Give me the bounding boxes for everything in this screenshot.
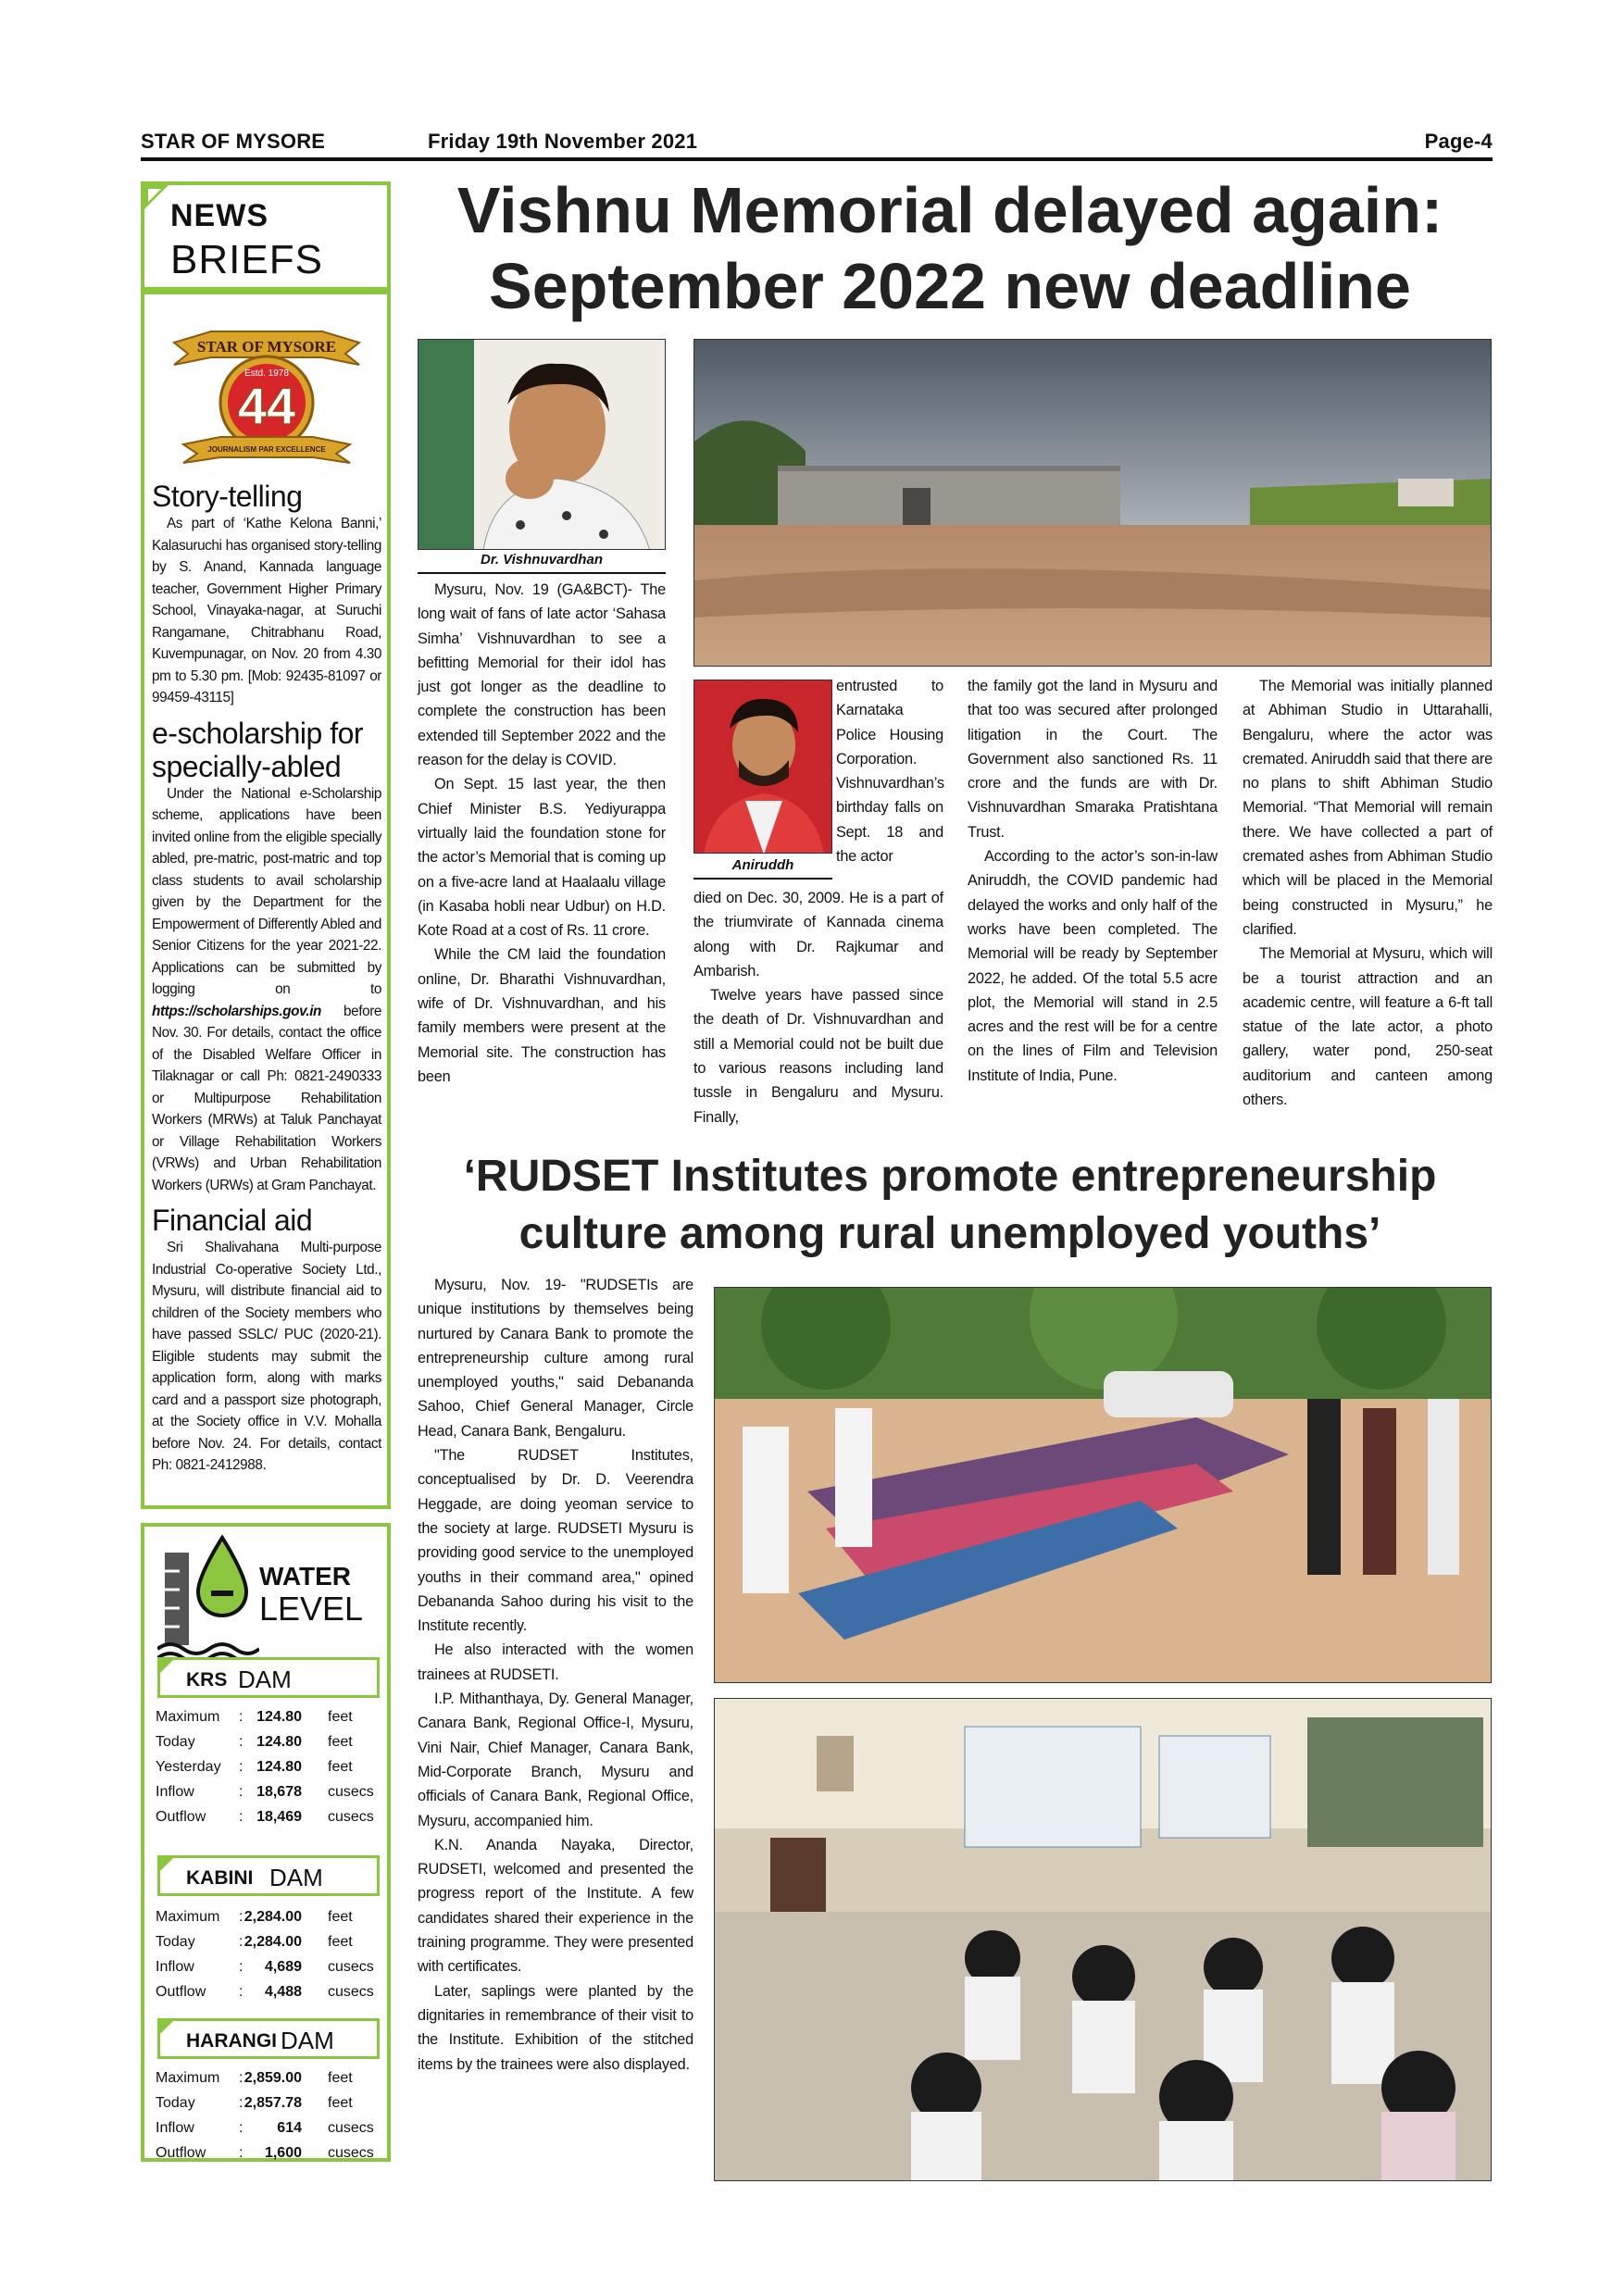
logo-estd-text: Estd. 1978 (244, 368, 289, 379)
story1-paragraph: the family got the land in Mysuru and that too was secured after prolonged litigation in the Court. The Government also sanctioned Rs. 11 crore and the funds are with Dr. Vishnuvardhan Smaraka Pratishtana Trust. (968, 678, 1218, 841)
row-unit: feet (328, 2070, 353, 2086)
page-number: Page-4 (1424, 130, 1493, 153)
dam-row (156, 1909, 387, 1933)
exhibition-illustration (715, 1288, 1492, 1683)
row-label: Inflow (156, 1959, 194, 1975)
row-value: 2,284.00 (244, 1934, 302, 1950)
caption-aniruddh: Aniruddh (731, 857, 794, 873)
logo-banner-text: STAR OF MYSORE (196, 338, 337, 356)
row-label: Inflow (156, 1784, 194, 1800)
story2-paragraph: I.P. Mithanthaya, Dy. General Manager, Canara Bank, Regional Office-I, Mysuru, Vini Nair, Chief Manager, Canara Bank, Mid-Corporate Branch, Mysuru and officials of Canara Bank, Regional Office, Mysuru, accompanied him. (418, 1691, 693, 1829)
portrait-illustration (418, 340, 666, 550)
row-value: 2,859.00 (244, 2070, 302, 2086)
briefs-content (152, 480, 381, 1477)
exhibition-photo (714, 1287, 1492, 1683)
dam-row (156, 1734, 387, 1758)
news-briefs-title-bottom: BRIEFS (170, 237, 323, 282)
kabini-dam-header (157, 1855, 380, 1896)
row-value: 18,678 (256, 1784, 302, 1800)
dam-row (156, 1809, 387, 1833)
corner-arrow-icon (157, 2018, 178, 2039)
portrait-illustration (694, 680, 832, 854)
colon: : (239, 2095, 244, 2111)
row-label: Maximum (156, 1709, 220, 1725)
brief-body-story-telling: As part of ‘Kathe Kelona Banni,’ Kalasuruchi has organised story-telling by S. Anand, Kannada language teacher, Government Higher Primary School, Vinayaka-nagar, at Suruchi Rangamane, Chitrabhanu Road, Kuvempunagar, on Nov. 20 from 4.30 pm to 5.30 pm. [Mob: 92435-81097 or 99459-43115] (152, 516, 381, 705)
row-value: 124.80 (256, 1734, 302, 1750)
story1-headline-line1: Vishnu Memorial delayed again: (456, 174, 1443, 246)
row-value: 4,488 (264, 1984, 302, 2000)
dam-name-bold: HARANGI (186, 2030, 277, 2052)
story1-column-2 (693, 886, 943, 1129)
row-label: Inflow (156, 2120, 194, 2136)
water-gauge-icon (157, 1534, 259, 1664)
story1-headline-line2: September 2022 new deadline (489, 250, 1411, 322)
row-label: Outflow (156, 1809, 206, 1825)
story1-paragraph: According to the actor’s son-in-law Aniruddh, the COVID pandemic had delayed the works and only half of the works have been completed. The Memorial will be ready by September 2022, he added. Of the total 5.5 acre plot, the Memorial will stand in 2.5 acres and the rest will be for a centre on the lines of Film and Television Institute of India, Pune. (968, 848, 1218, 1084)
colon: : (239, 1709, 244, 1725)
brief-body-financial-aid: Sri Shalivahana Multi-purpose Industrial Co-operative Society Ltd., Mysuru, will distribute financial aid to children of the Society members who have passed SSLC/ PUC (2020-21). Eligible students may submit the application form, along with marks card and a passport size photograph, at the Society office in V.V. Mohalla before Nov. 24. For details, contact Ph: 0821-2412988. (152, 1240, 381, 1473)
brief-heading-story-telling: Story-telling (152, 480, 303, 513)
story1-column-4 (1243, 674, 1493, 1112)
row-unit: cusecs (328, 1984, 374, 2000)
story2-headline (407, 1148, 1493, 1263)
brief-heading-e-scholarship: e-scholarship for specially-abled (152, 716, 364, 783)
corner-arrow-icon (157, 1657, 178, 1678)
story1-paragraph: On Sept. 15 last year, the then Chief Minister B.S. Yediyurappa virtually laid the foundation stone for the actor’s Memorial that is coming up on a five-acre land at Haalaalu village (in Kasaba hobli near Udbur) on H.D. Kote Road at a cost of Rs. 11 crore. (418, 776, 666, 940)
colon: : (239, 1909, 244, 1925)
story2-paragraph: He also interacted with the women trainees at RUDSETI. (418, 1641, 693, 1683)
star-of-mysore-44-logo (156, 306, 378, 472)
story1-column-1 (418, 578, 666, 1089)
memorial-site-photo (693, 339, 1492, 667)
row-value: 614 (277, 2120, 302, 2136)
dam-name-bold: KABINI (186, 1867, 254, 1889)
caption-vishnuvardhan: Dr. Vishnuvardhan (481, 552, 603, 568)
caption-rule (418, 572, 666, 574)
dam-name: DAM (281, 2027, 334, 2054)
row-value: 124.80 (256, 1709, 302, 1725)
brief-text: Under the National e-Scholarship scheme, applications have been invited online from the eligible specially abled, pre-matric, post-matric and top class students to avail scholarship given by the Department for the Empowerment of Differently Abled and Senior Citizens for the year 2021-22. Applications can be submitted by logging on to (152, 785, 381, 997)
logo-number: 44 (237, 377, 296, 435)
story2-body (418, 1273, 693, 2077)
row-label: Today (156, 1734, 195, 1750)
issue-date: Friday 19th November 2021 (428, 130, 698, 153)
dam-row (156, 1934, 387, 1958)
story2-paragraph: Mysuru, Nov. 19- "RUDSETIs are unique institutions by themselves being nurtured by Canara Bank to promote the entrepreneurship culture among rural unemployed youths," said Debananda Sahoo, Chief General Manager, Circle Head, Canara Bank, Bengaluru. (418, 1277, 693, 1440)
story2-paragraph: "The RUDSET Institutes, conceptualised by Dr. D. Veerendra Heggade, are doing yeoman service to the society at large. RUDSETI Mysuru is providing good service to the unemployed youths in their command area," opined Debananda Sahoo during his visit to the Institute recently. (418, 1447, 693, 1635)
story1-paragraph: While the CM laid the foundation online, Dr. Bharathi Vishnuvardhan, wife of Dr. Vishnuvardhan, and his family members were present at the Memorial site. The construction has been (418, 946, 666, 1085)
colon: : (239, 2070, 244, 2086)
scholarship-link[interactable]: https://scholarships.gov.in (152, 1003, 321, 1019)
colon: : (239, 1809, 244, 1825)
row-unit: feet (328, 1759, 353, 1775)
colon: : (239, 1734, 244, 1750)
row-label: Yesterday (156, 1759, 221, 1775)
row-value: 1,600 (264, 2145, 302, 2161)
row-unit: cusecs (328, 2120, 374, 2136)
news-briefs-header (141, 181, 391, 291)
brief-text: before Nov. 30. For details, contact the office of the Disabled Welfare Officer in Tilaknagar or call Ph: 0821-2490333 or Multipurpose Rehabilitation Workers (MRWs) at Taluk Panchayat or Village Rehabilitation Workers (VRWs) and Urban Rehabilitation Workers (URWs) at Gram Panchayat. (152, 1003, 381, 1193)
dam-row (156, 1984, 387, 2008)
dam-name-bold: KRS (186, 1669, 228, 1691)
row-label: Maximum (156, 2070, 220, 2086)
row-label: Outflow (156, 1984, 206, 2000)
masthead-rule (141, 157, 1493, 161)
story1-paragraph: entrusted to Karnataka Police Housing Corporation. Vishnuvardhan’s birthday falls on Sept. 18 and the actor (836, 678, 944, 866)
dam-row (156, 1784, 387, 1808)
brief-heading-financial-aid: Financial aid (152, 1204, 313, 1237)
dam-row (156, 2095, 387, 2119)
vishnuvardhan-photo (418, 339, 666, 550)
dam-row (156, 2120, 387, 2144)
story1-paragraph: The Memorial at Mysuru, which will be a tourist attraction and an academic centre, will feature a 6-ft tall statue of the late actor, a photo gallery, water pond, 250-seat auditorium and canteen among others. (1243, 945, 1493, 1109)
dam-row (156, 1709, 387, 1733)
row-unit: feet (328, 1909, 353, 1925)
dam-row (156, 1759, 387, 1783)
colon: : (239, 1759, 244, 1775)
krs-dam-header (157, 1657, 380, 1698)
paper-name: STAR OF MYSORE (141, 130, 326, 153)
colon: : (239, 1959, 244, 1975)
story1-headline (407, 172, 1493, 324)
water-level-title-bottom: LEVEL (259, 1590, 364, 1628)
colon: : (239, 1784, 244, 1800)
brief-body-e-scholarship (152, 783, 381, 1197)
classroom-photo (714, 1698, 1492, 2181)
dam-name: DAM (269, 1864, 323, 1891)
story2-headline-line2: culture among rural unemployed youths’ (518, 1209, 1381, 1258)
row-value: 2,857.78 (244, 2095, 302, 2111)
story2-paragraph: Later, saplings were planted by the dignitaries in remembrance of their visit to the Institute. Exhibition of the stitched items by the trainees were also displayed. (418, 1982, 693, 2073)
row-label: Today (156, 1934, 195, 1950)
dam-name: DAM (238, 1666, 292, 1693)
caption-rule (693, 878, 832, 880)
logo-motto-text: JOURNALISM PAR EXCELLENCE (207, 445, 326, 454)
dam-row (156, 2145, 387, 2169)
news-briefs-panel (141, 291, 391, 1509)
story1-paragraph: Mysuru, Nov. 19 (GA&BCT)- The long wait of fans of late actor ‘Sahasa Simha’ Vishnuvardhan to see a befitting Memorial for their idol has just got longer as the deadline to complete the construction has been extended till September 2022 and the reason for the delay is COVID. (418, 581, 666, 769)
dam-row (156, 1959, 387, 1983)
row-value: 124.80 (256, 1759, 302, 1775)
story2-paragraph: K.N. Ananda Nayaka, Director, RUDSETI, welcomed and presented the progress report of the Institute. A few candidates shared their experience in the training programme. They were presented with certificates. (418, 1836, 693, 1976)
row-unit: feet (328, 1709, 353, 1725)
harangi-dam-header (157, 2018, 380, 2059)
water-level-title-top: WATER (259, 1562, 352, 1591)
row-label: Today (156, 2095, 195, 2111)
colon: : (239, 1984, 244, 2000)
row-unit: feet (328, 2095, 353, 2111)
story1-column-3 (968, 674, 1218, 1088)
story1-paragraph: Twelve years have passed since the death of Dr. Vishnuvardhan and still a Memorial could not be built due to various reasons including land tussle in Bengaluru and Mysuru. Finally, (693, 987, 943, 1126)
dam-row (156, 2070, 387, 2094)
row-unit: feet (328, 1934, 353, 1950)
row-unit: cusecs (328, 1959, 374, 1975)
row-value: 4,689 (264, 1959, 302, 1975)
water-level-panel (141, 1523, 391, 2162)
story1-paragraph: The Memorial was initially planned at Abhiman Studio in Uttarahalli, Bengaluru, where the actor was cremated. Aniruddh said that there are no plans to shift Abhiman Studio Memorial. “That Memorial will remain there. We have collected a part of cremated ashes from Abhiman Studio which will be placed in the Memorial being constructed in Mysuru,” he clarified. (1243, 678, 1493, 938)
row-label: Outflow (156, 2145, 206, 2161)
row-value: 2,284.00 (244, 1909, 302, 1925)
row-unit: cusecs (328, 2145, 374, 2161)
row-label: Maximum (156, 1909, 220, 1925)
corner-arrow-icon (157, 1855, 178, 1876)
construction-site-illustration (694, 340, 1492, 667)
story1-column-2-narrow (836, 674, 943, 868)
colon: : (239, 2120, 244, 2136)
row-unit: cusecs (328, 1784, 374, 1800)
colon: : (239, 1934, 244, 1950)
classroom-illustration (715, 1699, 1492, 2181)
row-value: 18,469 (256, 1809, 302, 1825)
story2-headline-line1: ‘RUDSET Institutes promote entrepreneurship (463, 1152, 1437, 1201)
aniruddh-photo (693, 680, 832, 854)
colon: : (239, 2145, 244, 2161)
news-briefs-title-top: NEWS (170, 198, 269, 233)
story1-paragraph: died on Dec. 30, 2009. He is a part of the triumvirate of Kannada cinema along with Dr. Rajkumar and Ambarish. (693, 890, 943, 980)
row-unit: feet (328, 1734, 353, 1750)
row-unit: cusecs (328, 1809, 374, 1825)
